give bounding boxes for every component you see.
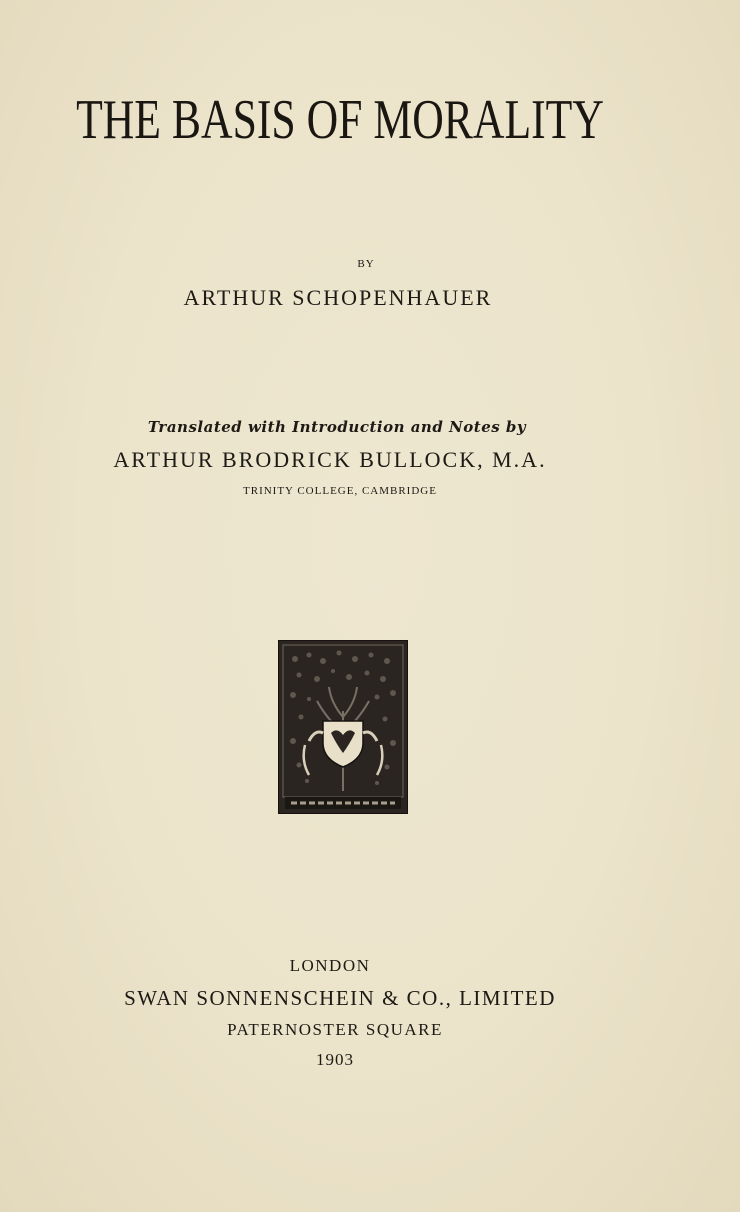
- publication-city: LONDON: [289, 956, 371, 975]
- author-name: ARTHUR SCHOPENHAUER: [183, 285, 493, 310]
- translator-name: ARTHUR BRODRICK BULLOCK, M.A.: [113, 447, 547, 472]
- translator-affiliation: TRINITY COLLEGE, CAMBRIDGE: [243, 485, 437, 497]
- book-title: THE BASIS OF MORALITY: [76, 89, 604, 151]
- translation-note: Translated with Introduction and Notes by: [147, 418, 527, 436]
- publisher-name: SWAN SONNENSCHEIN & CO., LIMITED: [124, 986, 556, 1010]
- publisher-address: PATERNOSTER SQUARE: [227, 1020, 443, 1039]
- publisher-device-emblem-icon: [278, 640, 408, 814]
- by-label: BY: [357, 258, 375, 270]
- publication-year: 1903: [316, 1050, 354, 1069]
